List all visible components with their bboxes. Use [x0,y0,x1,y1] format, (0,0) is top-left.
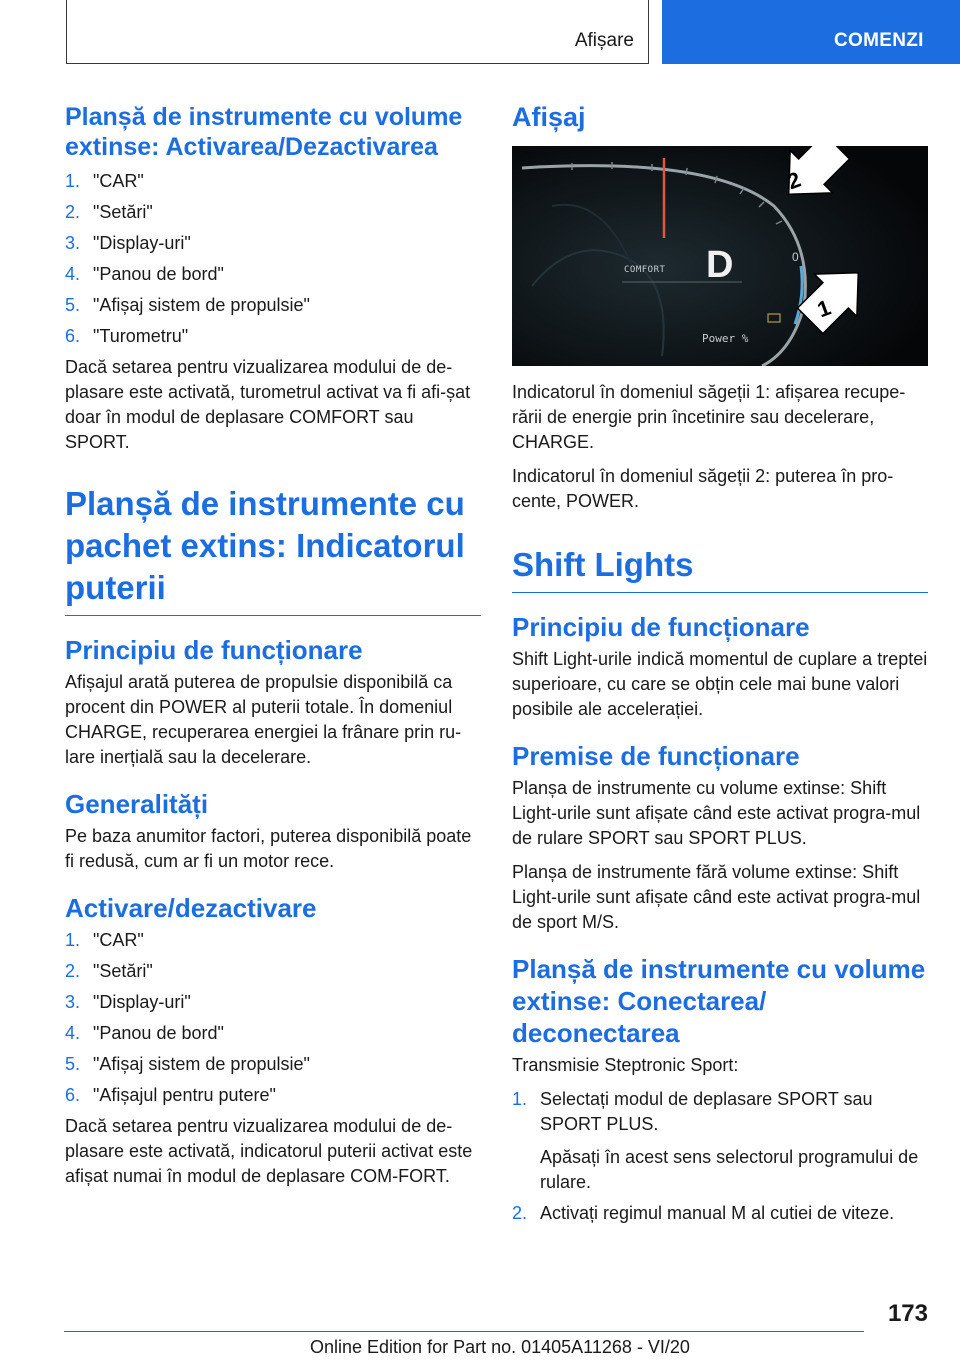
right-column [512,102,928,1232]
chapter-title-power-indicator: Planșă de instrumente cu pachet extins: Indicatorul puterii [65,485,465,606]
figure-caption-2: Indicatorul în domeniul săgeții 2: puterea în pro-cente, POWER. [512,466,894,511]
step-number: 5. [65,1054,81,1074]
step-number: 6. [65,1085,81,1105]
section-title-premise: Premise de funcționare [512,741,800,771]
section-title-activation-extended: Planșă de instrumente cu volume extinse: Activarea/Dezactivarea [65,103,463,161]
footer-edition: Online Edition for Part no. 01405A11268 - VI/20 [310,1337,690,1357]
general-text: Pe baza anumitor factori, puterea disponibilă poate fi redusă, cum ar fi un motor rece. [65,826,472,871]
steps-list-power [65,928,481,1108]
step-number: 3. [65,233,81,253]
list-item [65,990,481,1015]
list-item [65,169,481,194]
list-item [65,1021,481,1046]
principle-text: Shift Light-urile indică momentul de cuplare a treptei superioare, cu care se obțin cele mai bune valori posibile ale accelerației. [512,649,928,719]
note-tachometer: Dacă setarea pentru vizualizarea modului de de-plasare este activată, turometrul activat va fi afi-șat doar în modul de deplasare COMFORT sau SPORT. [65,357,471,452]
header-section-tab [66,0,649,64]
zero-label: 0 [792,250,799,264]
step-number: 2. [65,202,81,222]
chapter-divider [65,615,481,616]
note-power: Dacă setarea pentru vizualizarea modului de de-plasare este activată, indicatorul puterii activat este afișat numai în modul de deplasare COM-FORT. [65,1116,473,1186]
step-subtext: Apăsați în acest sens selectorul programului de rulare. [540,1147,919,1192]
section-title-principle: Principiu de funcționare [65,635,363,665]
step-text: "Turometru" [93,326,189,346]
principle-text: Afișajul arată puterea de propulsie disponibilă ca procent din POWER al puterii totale. În domeniul CHARGE, recuperarea energiei la frânare prin ru-lare inerțială sau la decelerare. [65,672,462,767]
step-number: 6. [65,326,81,346]
step-number: 4. [65,264,81,284]
steps-list-tachometer [65,169,481,349]
list-item [512,1201,928,1226]
left-column [65,102,481,1198]
step-text: "Afișajul pentru putere" [93,1085,276,1105]
chapter-divider [512,592,928,593]
list-item [65,1052,481,1077]
step-text: "Afișaj sistem de propulsie" [93,295,310,315]
arrow-1-label: 1 [813,294,834,323]
footer-divider [64,1331,864,1332]
step-text: "Setări" [93,961,153,981]
page-number: 173 [887,1300,928,1327]
header-section-label: Afișare [574,30,634,51]
chapter-title-shift-lights: Shift Lights [512,546,694,583]
list-item [65,959,481,984]
drive-mode-label: COMFORT [624,265,666,275]
list-item [512,1087,928,1195]
section-title-general: Generalități [65,789,209,819]
steps-list-connect [512,1087,928,1226]
step-text: "Display-uri" [93,233,191,253]
list-item [65,293,481,318]
premise-text-1: Planșa de instrumente cu volume extinse: Shift Light-urile sunt afișate când este activat progra-mul de rulare SPORT sau SPORT PLUS. [512,778,921,848]
header-chapter-tab [662,0,960,64]
figure-caption-1: Indicatorul în domeniul săgeții 1: afișarea recupe-rării de energie prin încetinire sau decelerare, CHARGE. [512,382,906,452]
step-text: "Setări" [93,202,153,222]
step-number: 4. [65,1023,81,1043]
step-number: 1. [512,1089,528,1109]
section-title-connect: Planșă de instrumente cu volume extinse: Conectarea/ deconectarea [512,954,926,1048]
gear-indicator: D [706,244,734,286]
list-item [65,200,481,225]
power-percent-label: Power % [702,332,749,345]
step-text: "Panou de bord" [93,1023,224,1043]
list-item [65,231,481,256]
arrow-2-label: 2 [783,166,804,195]
list-item [65,1083,481,1108]
step-number: 3. [65,992,81,1012]
section-title-principle: Principiu de funcționare [512,612,810,642]
step-text: "CAR" [93,930,144,950]
section-title-activation: Activare/dezactivare [65,893,317,923]
list-item [65,324,481,349]
connect-intro: Transmisie Steptronic Sport: [512,1055,739,1075]
instrument-cluster-image [512,146,928,366]
step-number: 1. [65,171,81,191]
header-chapter-label: COMENZI [834,30,924,51]
step-text: Selectați modul de deplasare SPORT sau SPORT PLUS. [540,1089,873,1134]
step-text: "Display-uri" [93,992,191,1012]
step-number: 5. [65,295,81,315]
step-text: Activați regimul manual M al cutiei de viteze. [540,1203,895,1223]
step-number: 2. [65,961,81,981]
step-number: 2. [512,1203,528,1223]
step-text: "Afișaj sistem de propulsie" [93,1054,310,1074]
step-number: 1. [65,930,81,950]
step-text: "CAR" [93,171,144,191]
section-title-display: Afișaj [512,102,586,132]
step-text: "Panou de bord" [93,264,224,284]
premise-text-2: Planșa de instrumente fără volume extinse: Shift Light-urile sunt afișate când este activat progra-mul de sport M/S. [512,862,921,932]
list-item [65,262,481,287]
list-item [65,928,481,953]
